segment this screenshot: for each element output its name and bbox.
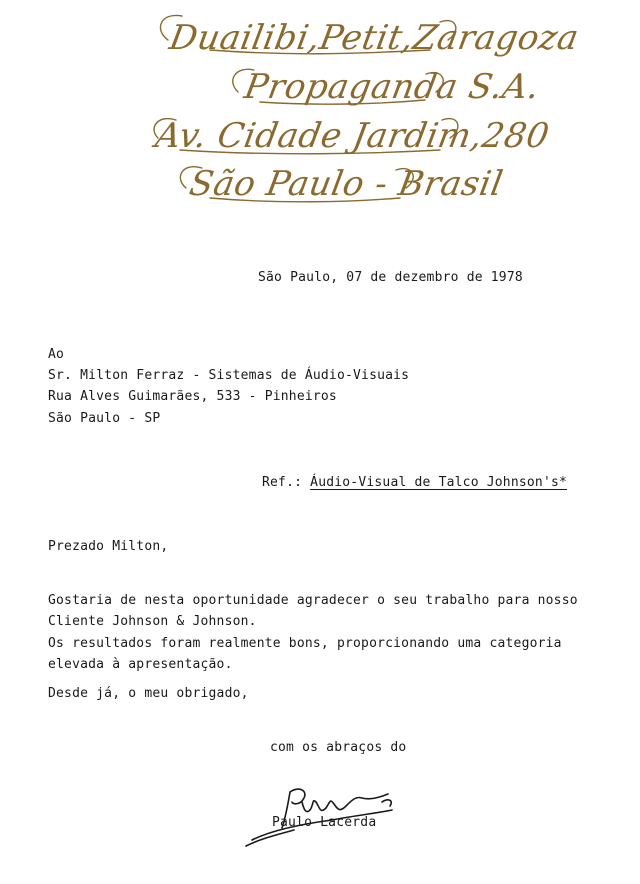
body-line-1: Gostaria de nesta oportunidade agradecer o seu trabalho para nosso bbox=[48, 593, 578, 608]
closing-line: Desde já, o meu obrigado, bbox=[48, 686, 249, 701]
salutation: Prezado Milton, bbox=[48, 539, 169, 554]
letterhead-line-3: Av. Cidade Jardim,280 bbox=[152, 116, 553, 156]
body-line-4: elevada à apresentação. bbox=[48, 657, 233, 672]
letter-date: São Paulo, 07 de dezembro de 1978 bbox=[258, 270, 523, 285]
closing-regards: com os abraços do bbox=[270, 740, 407, 755]
letterhead-line-1: Duailibi,Petit,Zaragoza bbox=[166, 18, 582, 58]
reference-subject: Áudio-Visual de Talco Johnson's* bbox=[310, 475, 568, 490]
letterhead-logo bbox=[150, 10, 582, 220]
address-line-3: São Paulo - SP bbox=[48, 411, 161, 426]
body-line-2: Cliente Johnson & Johnson. bbox=[48, 614, 257, 629]
address-line-2: Rua Alves Guimarães, 533 - Pinheiros bbox=[48, 389, 337, 404]
letterhead-line-2: Propaganda S.A. bbox=[241, 67, 543, 107]
reference-line bbox=[262, 475, 567, 490]
reference-label: Ref.: bbox=[262, 475, 303, 490]
signer-name: Paulo Lacerda bbox=[272, 815, 377, 830]
address-ao: Ao bbox=[48, 347, 65, 362]
body-line-3: Os resultados foram realmente bons, proporcionando uma categoria bbox=[48, 636, 562, 651]
letterhead-line-4: São Paulo - Brasil bbox=[186, 164, 507, 204]
address-line-1: Sr. Milton Ferraz - Sistemas de Áudio-Visuais bbox=[48, 368, 410, 383]
